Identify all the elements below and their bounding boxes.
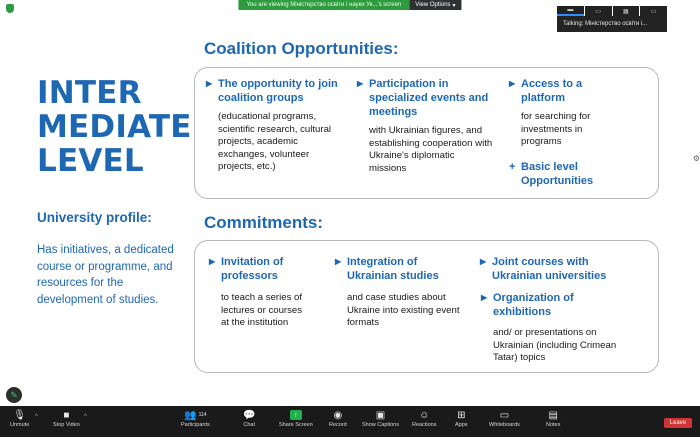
participants-button[interactable] bbox=[181, 408, 210, 428]
annotate-icon[interactable]: ⚙ bbox=[692, 154, 700, 163]
participants-label: Participants bbox=[181, 422, 210, 428]
level-title-line: INTER bbox=[37, 75, 142, 111]
video-camera-icon: ■ bbox=[63, 409, 70, 421]
coalition-item bbox=[509, 77, 619, 149]
apps-icon: ⊞ bbox=[457, 409, 466, 421]
triangle-bullet-icon: ▶ bbox=[481, 293, 488, 302]
triangle-bullet-icon: ▶ bbox=[335, 257, 342, 266]
view-options-button[interactable] bbox=[409, 0, 461, 10]
notes-button[interactable] bbox=[546, 408, 560, 428]
commitment-item-body: and/ or presentations on Ukrainian (including Crimean Tatar) topics bbox=[493, 327, 617, 364]
smiley-icon: ☺ bbox=[419, 409, 430, 421]
triangle-bullet-icon: ▶ bbox=[206, 79, 213, 88]
level-title-line: LEVEL bbox=[37, 143, 144, 179]
chat-icon: 💬 bbox=[243, 409, 256, 421]
reactions-label: Reactions bbox=[412, 422, 437, 428]
show-captions-label: Show Captions bbox=[362, 422, 399, 428]
commitment-item bbox=[209, 255, 309, 330]
coalition-item-head: The opportunity to join coalition groups bbox=[218, 78, 338, 104]
screen-share-banner bbox=[238, 0, 461, 10]
whiteboards-button[interactable] bbox=[489, 408, 520, 428]
whiteboards-label: Whiteboards bbox=[489, 422, 520, 428]
apps-button[interactable] bbox=[455, 408, 468, 428]
stop-video-label: Stop Video bbox=[53, 422, 80, 428]
commitment-item-head: Integration of Ukrainian studies bbox=[347, 256, 439, 282]
reactions-button[interactable] bbox=[412, 408, 436, 428]
video-options-chevron-icon[interactable]: ^ bbox=[84, 414, 87, 420]
leave-button[interactable]: Leave bbox=[664, 418, 692, 428]
plus-bullet-icon: + bbox=[509, 161, 516, 173]
commitment-item bbox=[480, 255, 630, 283]
chat-label: Chat bbox=[243, 422, 256, 428]
commitment-item-head: Joint courses with Ukrainian universities bbox=[492, 256, 607, 282]
level-title bbox=[37, 76, 192, 178]
commitments-title: Commitments: bbox=[204, 213, 324, 232]
commitment-item-head: Invitation of professors bbox=[221, 256, 284, 282]
speaker-view-icon[interactable]: ▬ bbox=[557, 6, 584, 16]
stop-video-button[interactable] bbox=[53, 408, 80, 428]
minimize-icon[interactable]: ▭ bbox=[640, 6, 667, 16]
level-title-line: MEDIATE bbox=[37, 109, 192, 145]
triangle-bullet-icon: ▶ bbox=[509, 79, 516, 88]
commitment-item-body: to teach a series of lectures or courses at the institution bbox=[221, 292, 303, 329]
annotation-pen-icon[interactable]: ✎ bbox=[6, 387, 22, 403]
triangle-bullet-icon: ▶ bbox=[357, 79, 364, 88]
chat-button[interactable] bbox=[243, 408, 255, 428]
commitment-item bbox=[481, 291, 631, 365]
audio-options-chevron-icon[interactable]: ^ bbox=[35, 414, 38, 420]
commitment-item bbox=[335, 255, 460, 330]
participants-count: 114 bbox=[198, 412, 207, 418]
coalition-item-head: Basic level Opportunities bbox=[521, 161, 594, 187]
coalition-item-body: (educational programs, scientific research, cultural projects, academic exchanges, volunteer projects, etc.) bbox=[218, 111, 332, 173]
chevron-down-icon: ▾ bbox=[452, 2, 456, 9]
profile-title: University profile: bbox=[37, 210, 152, 225]
unmute-button[interactable] bbox=[10, 408, 29, 428]
share-banner-message: You are viewing Міністерство освіти і науки Ук...'s screen bbox=[238, 0, 409, 10]
captions-icon: ▣ bbox=[375, 409, 386, 421]
commitment-item-body: and case studies about Ukraine into existing event formats bbox=[347, 292, 460, 329]
apps-label: Apps bbox=[455, 422, 468, 428]
record-button[interactable] bbox=[329, 408, 347, 428]
video-layout-toolbar bbox=[557, 6, 667, 16]
gallery-grid-icon[interactable]: ▦ bbox=[613, 6, 640, 16]
coalition-item-body: with Ukrainian figures, and establishing cooperation with Ukraine's diplomatic missions bbox=[369, 125, 493, 174]
coalition-item-head: Access to a platform bbox=[521, 78, 583, 104]
security-shield-icon[interactable] bbox=[6, 4, 14, 13]
notes-icon: ▤ bbox=[548, 409, 558, 421]
coalition-item bbox=[206, 77, 344, 174]
record-icon: ◉ bbox=[333, 409, 343, 421]
coalition-item-head: Participation in specialized events and meetings bbox=[369, 78, 489, 118]
gallery-strip-icon[interactable]: ▭ bbox=[585, 6, 612, 16]
unmute-label: Unmute bbox=[10, 422, 30, 428]
view-options-label: View Options bbox=[415, 2, 451, 8]
record-label: Record bbox=[329, 422, 347, 428]
triangle-bullet-icon: ▶ bbox=[209, 257, 216, 266]
share-screen-icon: ↑ bbox=[290, 410, 302, 420]
triangle-bullet-icon: ▶ bbox=[480, 257, 487, 266]
share-screen-label: Share Screen bbox=[279, 422, 313, 428]
participants-icon: 👥 114 bbox=[184, 409, 207, 421]
show-captions-button[interactable] bbox=[362, 408, 399, 428]
meeting-toolbar bbox=[0, 406, 700, 437]
profile-text: Has initiatives, a dedicated course or programme, and resources for the development of studies. bbox=[37, 244, 174, 306]
share-screen-button[interactable] bbox=[279, 408, 313, 428]
coalition-item bbox=[509, 160, 609, 188]
microphone-muted-icon: 🎙 bbox=[13, 409, 26, 421]
coalition-item-body: for searching for investments in programs bbox=[521, 111, 591, 148]
talking-indicator: Talking: Міністерство освіти і... bbox=[557, 16, 667, 32]
whiteboard-icon: ▭ bbox=[499, 409, 510, 421]
coalition-item bbox=[357, 77, 493, 175]
notes-label: Notes bbox=[546, 422, 561, 428]
commitment-item-head: Organization of exhibitions bbox=[493, 292, 574, 318]
coalition-title: Coalition Opportunities: bbox=[204, 39, 399, 58]
